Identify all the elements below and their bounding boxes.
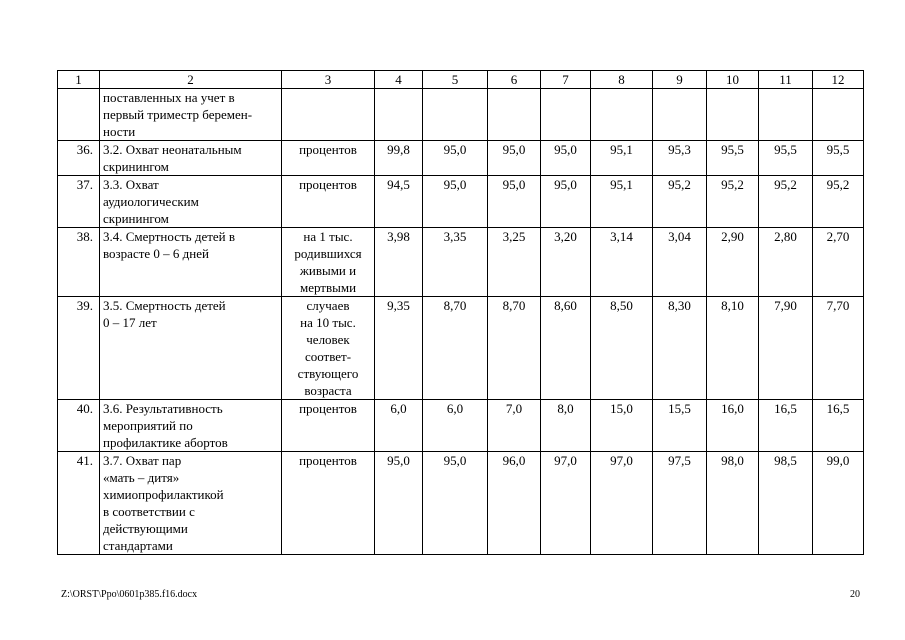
value-cell: 95,0 (423, 176, 488, 228)
row-number: 36. (58, 141, 100, 176)
value-cell: 3,98 (375, 228, 423, 297)
value-cell: 8,50 (591, 297, 653, 400)
column-number: 9 (653, 71, 707, 89)
table-row (58, 400, 864, 452)
indicator-cell (100, 176, 282, 228)
value-cell: 3,20 (541, 228, 591, 297)
indicator-line: поставленных на учет в (103, 90, 235, 105)
unit-line: соответ- (304, 349, 352, 364)
table-row (58, 141, 864, 176)
indicator-line: 3.6. Результативность (103, 401, 223, 416)
value-cell (375, 89, 423, 141)
unit-cell (282, 452, 375, 555)
value-cell: 95,2 (759, 176, 813, 228)
table-row (58, 89, 864, 141)
value-cell: 8,10 (707, 297, 759, 400)
unit-cell (282, 228, 375, 297)
unit-cell (282, 297, 375, 400)
indicator-cell (100, 297, 282, 400)
value-cell: 95,0 (541, 176, 591, 228)
indicator-line: действующими (103, 521, 188, 536)
column-number: 3 (282, 71, 375, 89)
unit-line: живыми и (299, 263, 357, 278)
column-number: 7 (541, 71, 591, 89)
value-cell (541, 89, 591, 141)
row-number (58, 89, 100, 141)
value-cell: 2,80 (759, 228, 813, 297)
value-cell: 8,0 (541, 400, 591, 452)
indicator-line: скринингом (103, 159, 169, 174)
indicator-line: 3.5. Смертность детей (103, 298, 226, 313)
footer-page-number: 20 (850, 589, 860, 600)
value-cell: 95,0 (423, 141, 488, 176)
column-number: 1 (58, 71, 100, 89)
value-cell: 7,90 (759, 297, 813, 400)
value-cell: 95,2 (707, 176, 759, 228)
value-cell: 16,5 (813, 400, 864, 452)
value-cell: 3,35 (423, 228, 488, 297)
indicator-cell (100, 452, 282, 555)
unit-line: человек (306, 332, 350, 347)
row-number: 41. (58, 452, 100, 555)
value-cell: 97,0 (541, 452, 591, 555)
unit-cell (282, 400, 375, 452)
unit-line: мертвыми (299, 280, 357, 295)
value-cell: 99,0 (813, 452, 864, 555)
unit-line: на 10 тыс. (300, 315, 356, 330)
column-number: 8 (591, 71, 653, 89)
table-row (58, 228, 864, 297)
value-cell (591, 89, 653, 141)
value-cell (653, 89, 707, 141)
indicators-table (57, 70, 864, 555)
indicator-line: в соответствии с (103, 504, 195, 519)
value-cell: 97,5 (653, 452, 707, 555)
indicator-line: стандартами (103, 538, 173, 553)
row-number: 39. (58, 297, 100, 400)
column-number: 4 (375, 71, 423, 89)
value-cell: 95,1 (591, 141, 653, 176)
indicator-cell (100, 400, 282, 452)
value-cell: 2,90 (707, 228, 759, 297)
value-cell: 95,2 (653, 176, 707, 228)
unit-cell (282, 141, 375, 176)
indicator-cell (100, 228, 282, 297)
value-cell: 2,70 (813, 228, 864, 297)
indicator-line: 3.7. Охват пар (103, 453, 182, 468)
column-number: 10 (707, 71, 759, 89)
column-number: 12 (813, 71, 864, 89)
indicator-line: 3.2. Охват неонатальным (103, 142, 242, 157)
value-cell: 16,5 (759, 400, 813, 452)
value-cell: 6,0 (423, 400, 488, 452)
value-cell: 3,25 (488, 228, 541, 297)
value-cell: 95,0 (488, 141, 541, 176)
value-cell: 8,70 (423, 297, 488, 400)
unit-line: процентов (299, 453, 357, 468)
value-cell (813, 89, 864, 141)
unit-line: на 1 тыс. (303, 229, 353, 244)
indicator-cell (100, 89, 282, 141)
indicator-line: 0 – 17 лет (103, 315, 157, 330)
value-cell: 98,0 (707, 452, 759, 555)
indicator-cell (100, 141, 282, 176)
value-cell: 95,1 (591, 176, 653, 228)
value-cell: 95,0 (423, 452, 488, 555)
indicator-line: 3.4. Смертность детей в (103, 229, 236, 244)
indicator-line: возрасте 0 – 6 дней (103, 246, 209, 261)
value-cell: 3,14 (591, 228, 653, 297)
table-row (58, 297, 864, 400)
value-cell: 95,5 (813, 141, 864, 176)
value-cell: 95,0 (488, 176, 541, 228)
indicator-line: 3.3. Охват (103, 177, 159, 192)
unit-line: процентов (299, 177, 357, 192)
value-cell: 9,35 (375, 297, 423, 400)
value-cell (759, 89, 813, 141)
footer-file-path: Z:\ORST\Ppo\0601p385.f16.docx (61, 589, 198, 600)
unit-line: ствующего (297, 366, 359, 381)
row-number: 40. (58, 400, 100, 452)
value-cell: 95,0 (541, 141, 591, 176)
indicator-line: скринингом (103, 211, 169, 226)
indicator-line: химиопрофилактикой (103, 487, 224, 502)
value-cell: 95,0 (375, 452, 423, 555)
value-cell: 3,04 (653, 228, 707, 297)
column-number: 2 (100, 71, 282, 89)
table-row (58, 176, 864, 228)
indicator-line: профилактике абортов (103, 435, 228, 450)
column-number-row (58, 71, 864, 89)
value-cell: 15,5 (653, 400, 707, 452)
value-cell: 98,5 (759, 452, 813, 555)
row-number: 38. (58, 228, 100, 297)
value-cell: 7,70 (813, 297, 864, 400)
row-number: 37. (58, 176, 100, 228)
value-cell: 8,30 (653, 297, 707, 400)
unit-line: родившихся (294, 246, 362, 261)
column-number: 11 (759, 71, 813, 89)
value-cell (423, 89, 488, 141)
indicator-line: «мать – дитя» (103, 470, 180, 485)
indicator-line: аудиологическим (103, 194, 199, 209)
unit-line: процентов (299, 401, 357, 416)
unit-line: случаев (306, 298, 350, 313)
indicator-line: первый триместр беремен- (103, 107, 253, 122)
value-cell: 95,2 (813, 176, 864, 228)
value-cell: 97,0 (591, 452, 653, 555)
value-cell: 99,8 (375, 141, 423, 176)
indicator-line: мероприятий по (103, 418, 193, 433)
table-row (58, 452, 864, 555)
value-cell: 8,60 (541, 297, 591, 400)
indicator-line: ности (103, 124, 136, 139)
value-cell: 95,5 (759, 141, 813, 176)
value-cell: 95,5 (707, 141, 759, 176)
column-number: 6 (488, 71, 541, 89)
value-cell: 16,0 (707, 400, 759, 452)
value-cell: 96,0 (488, 452, 541, 555)
unit-cell (282, 176, 375, 228)
unit-line: возраста (304, 383, 352, 398)
column-number: 5 (423, 71, 488, 89)
value-cell: 7,0 (488, 400, 541, 452)
unit-line: процентов (299, 142, 357, 157)
value-cell: 15,0 (591, 400, 653, 452)
value-cell (707, 89, 759, 141)
value-cell: 94,5 (375, 176, 423, 228)
value-cell: 8,70 (488, 297, 541, 400)
value-cell: 6,0 (375, 400, 423, 452)
unit-cell (282, 89, 375, 141)
value-cell (488, 89, 541, 141)
value-cell: 95,3 (653, 141, 707, 176)
